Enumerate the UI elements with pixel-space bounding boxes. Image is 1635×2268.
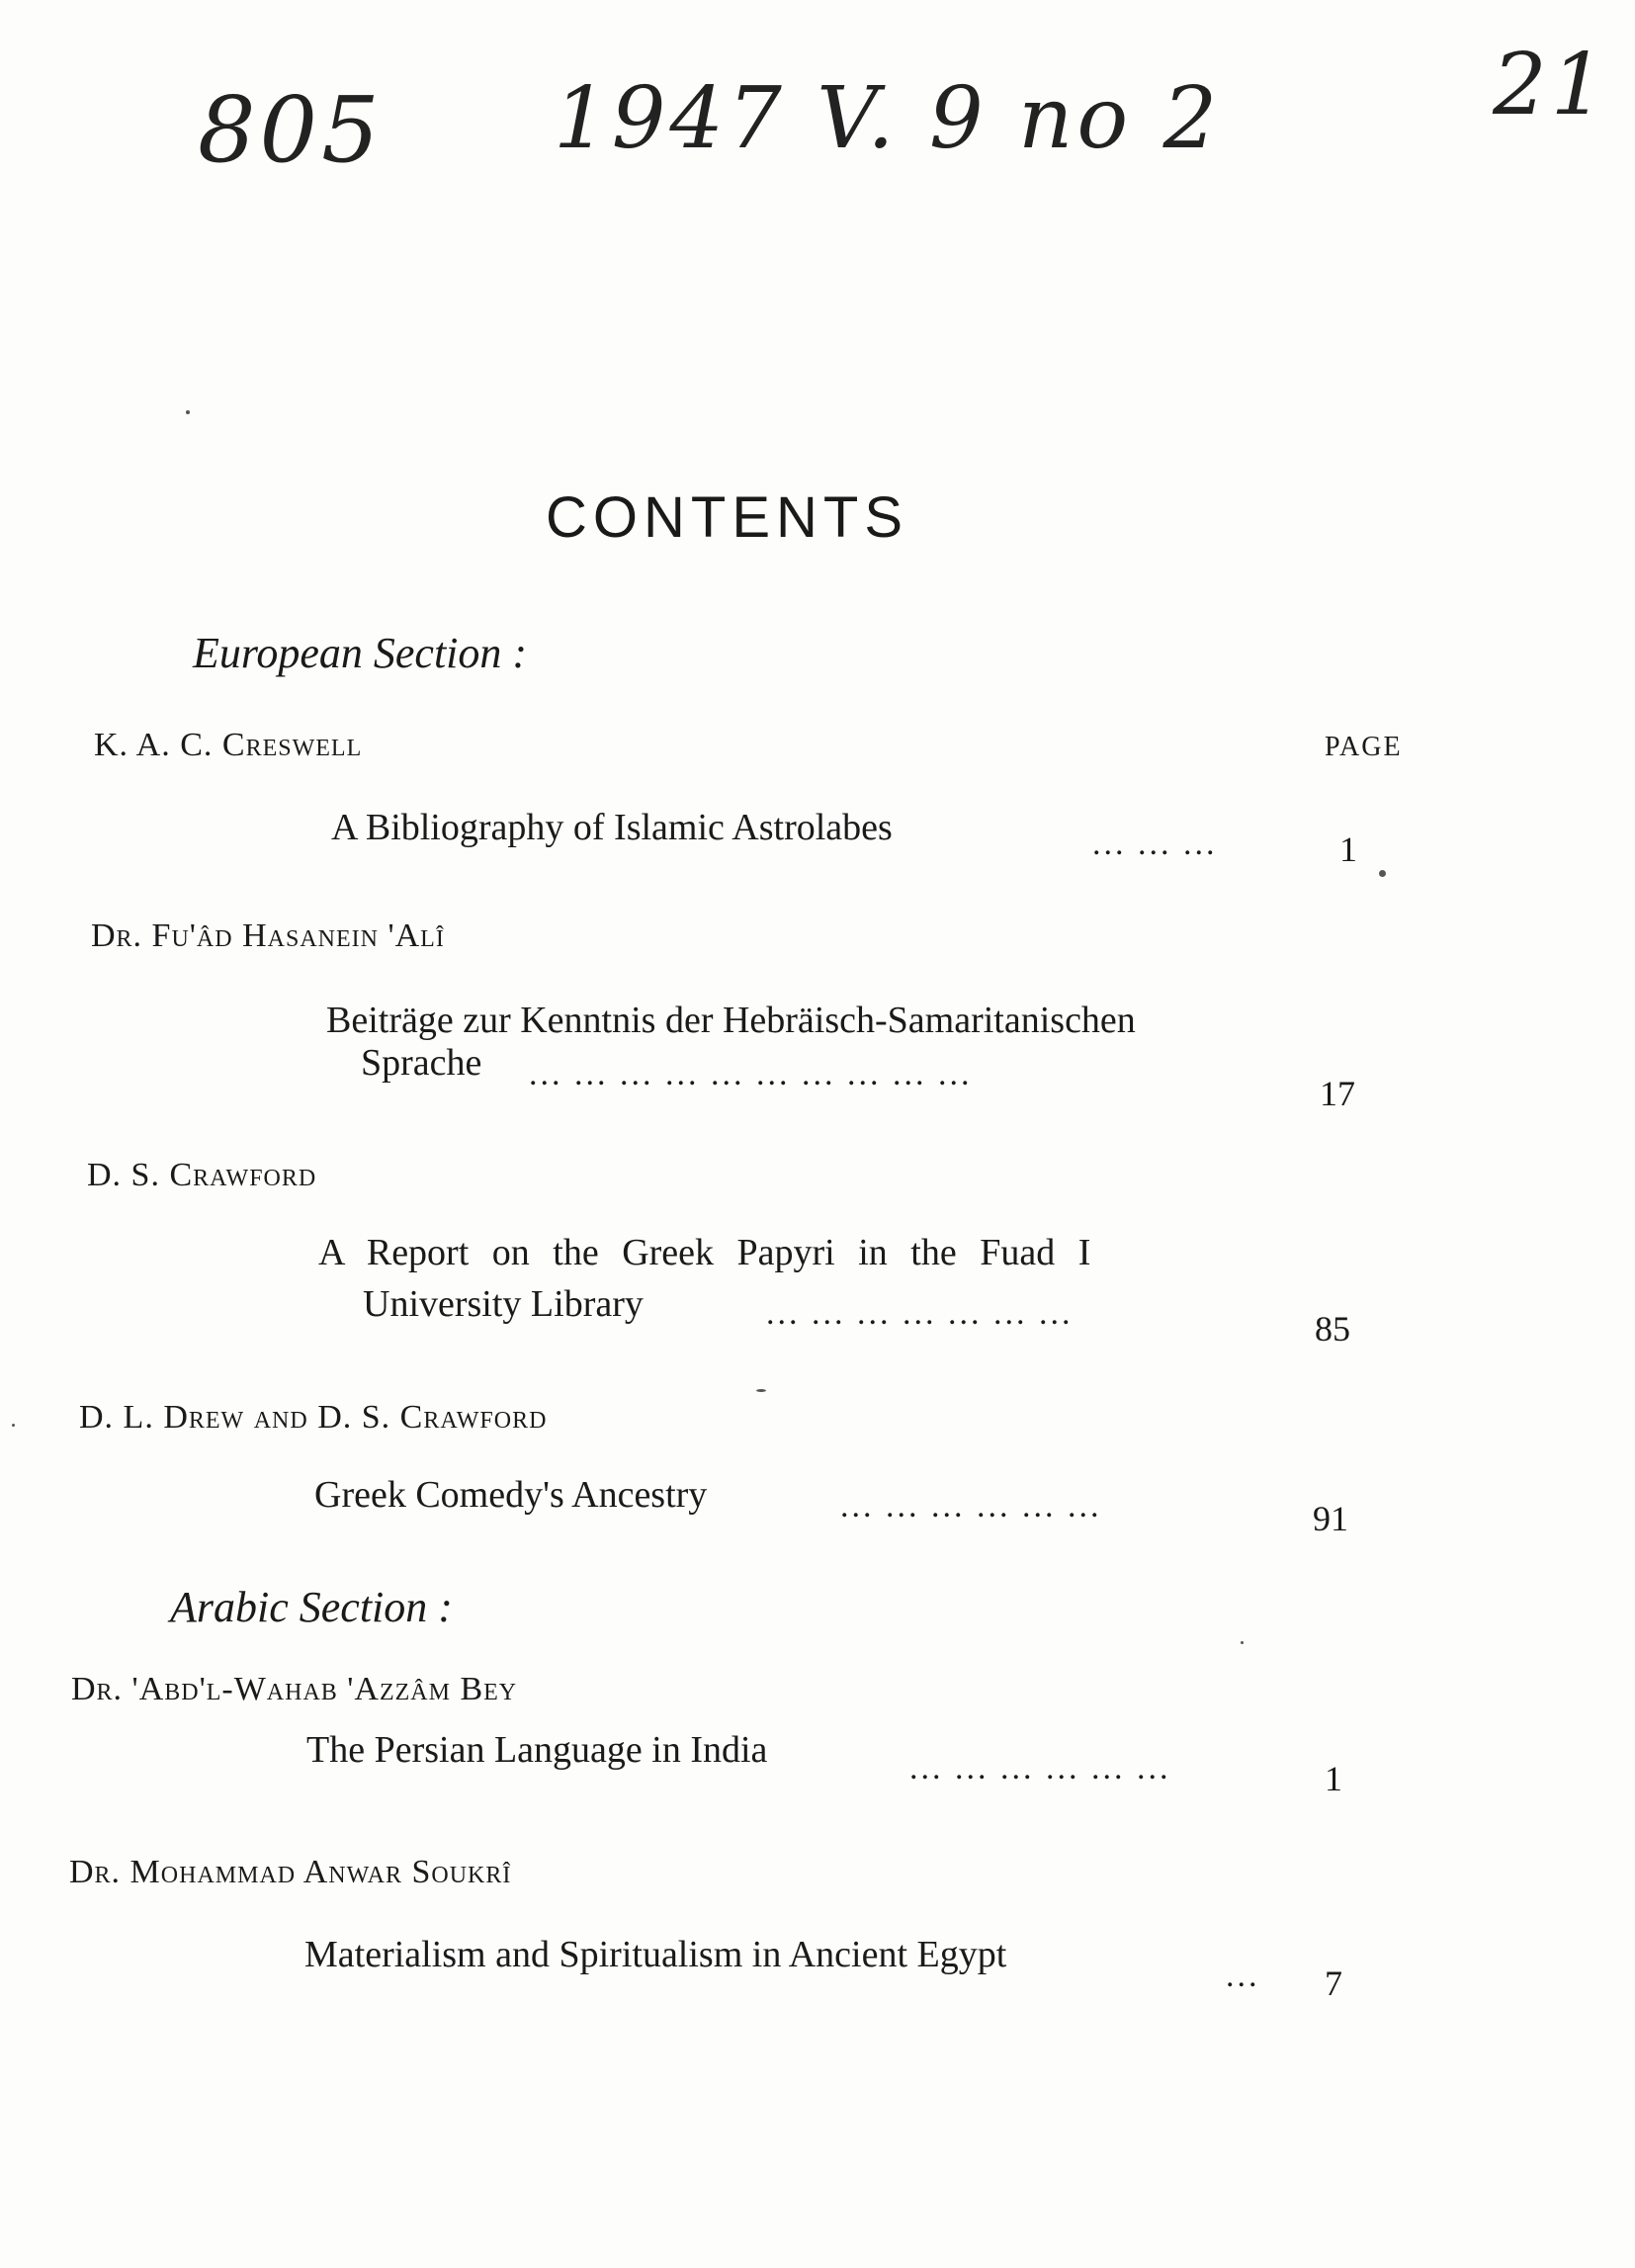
page-column-label: PAGE — [1325, 732, 1403, 762]
scan-speck — [186, 410, 190, 414]
entry-title: A Bibliography of Islamic Astrolabes — [331, 807, 893, 848]
author-drew-crawford: D. L. Drew and D. S. Crawford — [79, 1399, 548, 1436]
page-number: 85 — [1315, 1309, 1350, 1349]
leader-dots: ... ... ... ... ... ... — [909, 1750, 1171, 1787]
handwritten-call-number: 805 — [198, 77, 384, 183]
entry-title: The Persian Language in India — [306, 1729, 768, 1771]
handwritten-volume-note: 1947 V. 9 no 2 — [554, 69, 1222, 168]
author-crawford: D. S. Crawford — [87, 1157, 317, 1193]
entry-title-continuation: University Library — [363, 1283, 644, 1325]
author-soukri: Dr. Mohammad Anwar Soukrî — [69, 1854, 512, 1890]
page-number: 1 — [1339, 829, 1357, 869]
entry-title: Greek Comedy's Ancestry — [314, 1474, 708, 1516]
entry-title: Materialism and Spiritualism in Ancient Egypt — [304, 1934, 1007, 1975]
leader-dots: ... ... ... ... ... ... ... ... ... ... — [529, 1056, 973, 1092]
leader-dots: ... ... ... ... ... ... ... — [766, 1295, 1074, 1332]
page-number: 17 — [1320, 1074, 1355, 1113]
scan-speck — [756, 1389, 766, 1392]
european-section-heading: European Section : — [193, 629, 528, 677]
handwritten-corner-mark: 21 — [1493, 36, 1609, 134]
page-title: CONTENTS — [546, 485, 908, 550]
entry-title: A Report on the Greek Papyri in the Fuad I — [318, 1232, 1091, 1273]
page-number: 7 — [1325, 1963, 1342, 2003]
author-azzam-bey: Dr. 'Abd'l-Wahab 'Azzâm Bey — [71, 1671, 518, 1707]
scan-speck — [12, 1424, 15, 1427]
author-hasanein-ali: Dr. Fu'âd Hasanein 'Alî — [91, 917, 445, 954]
entry-title: Beiträge zur Kenntnis der Hebräisch-Samaritanischen — [326, 1000, 1136, 1041]
arabic-section-heading: Arabic Section : — [170, 1583, 453, 1631]
leader-dots: ... — [1226, 1958, 1260, 1994]
scan-speck — [1379, 870, 1386, 877]
author-creswell: K. A. C. Creswell — [94, 727, 363, 763]
scan-speck — [1241, 1641, 1244, 1644]
leader-dots: ... ... ... — [1092, 826, 1218, 862]
leader-dots: ... ... ... ... ... ... — [840, 1488, 1102, 1525]
page-number: 1 — [1325, 1759, 1342, 1798]
page-number: 91 — [1313, 1499, 1348, 1538]
entry-title-continuation: Sprache — [361, 1042, 482, 1084]
